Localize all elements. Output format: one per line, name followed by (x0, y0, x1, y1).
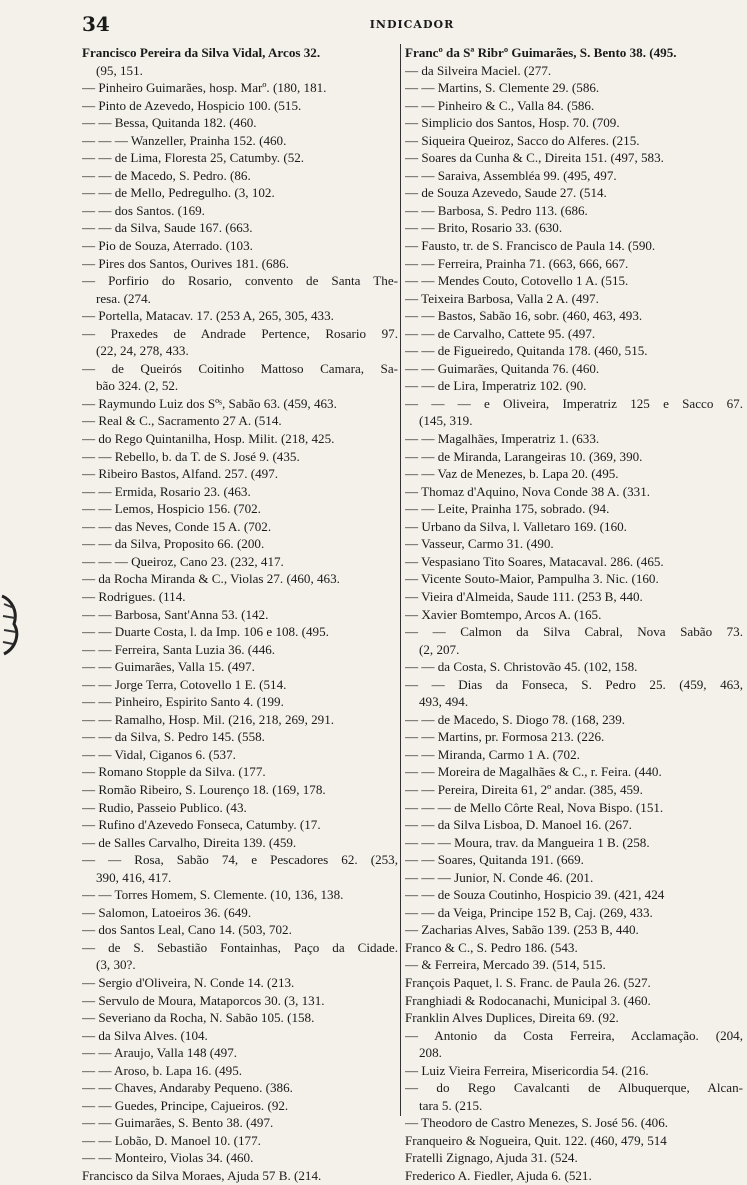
left-column-entry: — — Guimarães, Valla 15. (497. (82, 659, 255, 675)
right-column-entry: — Thomaz d'Aquino, Nova Conde 38 A. (331. (405, 483, 651, 499)
left-column-entry: Francisco da Silva Moraes, Ajuda 57 B. (214. (82, 1168, 322, 1183)
right-column-entry: 208. (419, 1045, 442, 1061)
left-column-entry: — de S. Sebastião Fontainhas, Paço da Cidade. (82, 939, 398, 955)
right-column-entry: Franklin Alves Duplices, Direita 69. (92. (405, 1010, 619, 1026)
right-column-entry: — — Soares, Quitanda 191. (669. (405, 852, 584, 868)
left-column-entry: — — — Wanzeller, Prainha 152. (460. (82, 132, 287, 148)
left-column-entry: — da Rocha Miranda & C., Violas 27. (460, 463. (82, 571, 340, 587)
right-column-entry: — — Saraiva, Assembléa 99. (495, 497. (405, 167, 617, 183)
binding-edge-mark (0, 590, 22, 660)
right-column-entry: — — — Moura, trav. da Mangueira 1 B. (258. (405, 834, 650, 850)
right-column-entry: — Vieira d'Almeida, Saude 111. (253 B, 440. (405, 588, 643, 604)
left-column-entry: — Pinheiro Guimarães, hosp. Marº. (180, 181. (82, 80, 327, 96)
right-column-entry: — Simplicio dos Santos, Hosp. 70. (709. (405, 115, 620, 131)
right-column-entry: — Fausto, tr. de S. Francisco de Paula 14. (590. (405, 238, 656, 254)
left-column-entry: — — Bessa, Quitanda 182. (460. (82, 115, 257, 131)
left-column-entry: — Salomon, Latoeiros 36. (649. (82, 904, 252, 920)
right-column-entry: — Soares da Cunha & C., Direita 151. (497, 583. (405, 150, 664, 166)
left-column-entry: (95, 151. (96, 62, 143, 78)
right-column-entry: — — de Lira, Imperatriz 102. (90. (405, 378, 587, 394)
left-column-entry: — — Chaves, Andaraby Pequeno. (386. (82, 1080, 293, 1096)
left-column-entry: — — Lemos, Hospicio 156. (702. (82, 501, 261, 517)
left-column-entry: — Praxedes de Andrade Pertence, Rosario 97. (82, 325, 398, 341)
right-column-entry: — — — Junior, N. Conde 46. (201. (405, 869, 594, 885)
right-column-entry: — Teixeira Barbosa, Valla 2 A. (497. (405, 290, 599, 306)
right-column-entry: Franco & C., S. Pedro 186. (543. (405, 939, 578, 955)
left-column-entry: — — Ferreira, Santa Luzia 36. (446. (82, 641, 276, 657)
page-header (82, 12, 742, 36)
right-column-entry: — — da Silva Lisboa, D. Manoel 16. (267. (405, 817, 632, 833)
left-column-entry: — dos Santos Leal, Cano 14. (503, 702. (82, 922, 292, 938)
right-column-entry: — — Leite, Prainha 175, sobrado. (94. (405, 501, 610, 517)
right-column-entry: — — da Costa, S. Christovão 45. (102, 158. (405, 659, 638, 675)
right-column-entry: — da Silveira Maciel. (277. (405, 62, 552, 78)
left-column-entry: — — Guedes, Principe, Cajueiros. (92. (82, 1097, 289, 1113)
left-column-entry: (22, 24, 278, 433. (96, 343, 189, 359)
left-column-entry: — Servulo de Moura, Mataporcos 30. (3, 131. (82, 992, 325, 1008)
left-column-entry: (3, 30?. (96, 957, 136, 973)
left-column-entry: — — Vidal, Ciganos 6. (537. (82, 746, 236, 762)
left-column-entry: — Romano Stopple da Silva. (177. (82, 764, 266, 780)
right-column-entry: — de Souza Azevedo, Saude 27. (514. (405, 185, 607, 201)
left-column-entry: — — de Macedo, S. Pedro. (86. (82, 167, 251, 183)
left-column-entry: — de Salles Carvalho, Direita 139. (459. (82, 834, 297, 850)
right-column-entry: — & Ferreira, Mercado 39. (514, 515. (405, 957, 606, 973)
left-column-entry: resa. (274. (96, 290, 151, 306)
right-column-entry: Franghiadi & Rodocanachi, Municipal 3. (460. (405, 992, 651, 1008)
right-column-entry: Franqueiro & Nogueira, Quit. 122. (460, 479, 514 (405, 1132, 667, 1148)
left-column-entry: — Sergio d'Oliveira, N. Conde 14. (213. (82, 974, 295, 990)
left-column-entry: — da Silva Alves. (104. (82, 1027, 208, 1043)
left-column-entry: — — Araujo, Valla 148 (497. (82, 1045, 238, 1061)
left-column-entry: — — Monteiro, Violas 34. (460. (82, 1150, 254, 1166)
right-column-entry: — — da Veiga, Principe 152 B, Caj. (269, 433. (405, 904, 653, 920)
right-column-entry: — Antonio da Costa Ferreira, Acclamação. (204, (405, 1027, 743, 1043)
right-column-entry: — Luiz Vieira Ferreira, Misericordia 54. (216. (405, 1062, 649, 1078)
right-column-entry: — Urbano da Silva, l. Valletaro 169. (160. (405, 518, 627, 534)
right-column-entry: — — Pinheiro & C., Valla 84. (586. (405, 97, 595, 113)
right-column-entry: — — Miranda, Carmo 1 A. (702. (405, 746, 580, 762)
left-column (82, 44, 398, 1185)
left-column-entry: — Rudio, Passeio Publico. (43. (82, 799, 247, 815)
left-column-entry: — — de Lima, Floresta 25, Catumby. (52. (82, 150, 305, 166)
right-column-entry: — — Ferreira, Prainha 71. (663, 666, 667. (405, 255, 629, 271)
left-column-entry: — de Queirós Coitinho Mattoso Camara, Sa- (82, 360, 398, 376)
right-column-entry: — Xavier Bomtempo, Arcos A. (165. (405, 606, 602, 622)
right-column-entry: — — Magalhães, Imperatriz 1. (633. (405, 431, 600, 447)
right-column-entry: — — Barbosa, S. Pedro 113. (686. (405, 202, 588, 218)
left-column-entry: — Raymundo Luiz dos Sºˢ, Sabão 63. (459, 463. (82, 395, 337, 411)
right-column-entry: — Vicente Souto-Maior, Pampulha 3. Nic. (160. (405, 571, 659, 587)
left-column-entry: — — dos Santos. (169. (82, 202, 205, 218)
right-column-entry: — — Mendes Couto, Cotovello 1 A. (515. (405, 273, 629, 289)
left-column-entry: — Porfirio do Rosario, convento de Santa The- (82, 273, 398, 289)
left-column-entry: — — — Queiroz, Cano 23. (232, 417. (82, 553, 284, 569)
right-column-entry: — Vespasiano Tito Soares, Matacaval. 286. (465. (405, 553, 664, 569)
left-column-entry: — — Barbosa, Sant'Anna 53. (142. (82, 606, 269, 622)
right-column-entry: (2, 207. (419, 641, 460, 657)
left-column-entry: — Ribeiro Bastos, Alfand. 257. (497. (82, 466, 279, 482)
right-column-entry: — Siqueira Queiroz, Sacco do Alferes. (215. (405, 132, 640, 148)
right-column-entry: — — Martins, pr. Formosa 213. (226. (405, 729, 605, 745)
right-column-entry: — Vasseur, Carmo 31. (490. (405, 536, 554, 552)
right-column-entry: — — Brito, Rosario 33. (630. (405, 220, 563, 236)
right-column-entry: — — Vaz de Menezes, b. Lapa 20. (495. (405, 466, 619, 482)
left-column-entry: — — Pinheiro, Espirito Santo 4. (199. (82, 694, 284, 710)
right-column-entry: Frederico A. Fiedler, Ajuda 6. (521. (405, 1168, 592, 1183)
left-column-entry: — Real & C., Sacramento 27 A. (514. (82, 413, 282, 429)
right-column-entry: — — Bastos, Sabão 16, sobr. (460, 463, 493. (405, 308, 643, 324)
running-title: INDICADOR (369, 18, 455, 31)
right-column-entry: — — de Carvalho, Cattete 95. (497. (405, 325, 596, 341)
right-column-entry: — do Rego Cavalcanti de Albuquerque, Alcan- (405, 1080, 743, 1096)
left-column-entry: — — Rosa, Sabão 74, e Pescadores 62. (253, (82, 852, 398, 868)
left-column-entry: — — Aroso, b. Lapa 16. (495. (82, 1062, 243, 1078)
left-column-entry: — — Torres Homem, S. Clemente. (10, 136, 138. (82, 887, 344, 903)
right-column-entry: — — Martins, S. Clemente 29. (586. (405, 80, 600, 96)
right-column-entry: Francº da Sª Ribrº Guimarães, S. Bento 38. (495. (405, 45, 677, 60)
left-column-entry: — — da Silva, Saude 167. (663. (82, 220, 253, 236)
left-column-entry: — — Duarte Costa, l. da Imp. 106 e 108. (495. (82, 624, 329, 640)
left-column-entry: — — Lobão, D. Manoel 10. (177. (82, 1132, 261, 1148)
left-column-entry: — Rufino d'Azevedo Fonseca, Catumby. (17. (82, 817, 321, 833)
left-column-entry: — — Rebello, b. da T. de S. José 9. (435. (82, 448, 300, 464)
right-column-entry: — — Moreira de Magalhães & C., r. Feira. (440. (405, 764, 662, 780)
right-column-entry: (145, 319. (419, 413, 473, 429)
right-column-entry: — — Pereira, Direita 61, 2º andar. (385, 459. (405, 781, 643, 797)
right-column-entry: — — de Macedo, S. Diogo 78. (168, 239. (405, 711, 626, 727)
right-column-entry: — — — e Oliveira, Imperatriz 125 e Sacco 67. (405, 395, 743, 411)
right-column-entry: — — Calmon da Silva Cabral, Nova Sabão 73. (405, 624, 743, 640)
right-column-entry: — — de Figueiredo, Quitanda 178. (460, 515. (405, 343, 648, 359)
left-column-entry: 390, 416, 417. (96, 869, 172, 885)
left-column-entry: — Portella, Matacav. 17. (253 A, 265, 305, 433. (82, 308, 334, 324)
column-divider (400, 44, 401, 1116)
left-column-entry: — — de Mello, Pedregulho. (3, 102. (82, 185, 275, 201)
left-column-entry: — Romão Ribeiro, S. Lourenço 18. (169, 178. (82, 781, 326, 797)
right-column-entry: — — Dias da Fonseca, S. Pedro 25. (459, 463, (405, 676, 743, 692)
page-number: 34 (82, 12, 110, 36)
left-column-entry: — Severiano da Rocha, N. Sabão 105. (158. (82, 1010, 315, 1026)
right-column-entry: — — de Souza Coutinho, Hospicio 39. (421, 424 (405, 887, 665, 903)
right-column-entry: Fratelli Zignago, Ajuda 31. (524. (405, 1150, 578, 1166)
left-column-entry: — — da Silva, S. Pedro 145. (558. (82, 729, 265, 745)
left-column-entry: — do Rego Quintanilha, Hosp. Milit. (218, 425. (82, 431, 335, 447)
left-column-entry: — Pio de Souza, Aterrado. (103. (82, 238, 253, 254)
left-column-entry: — — Ramalho, Hosp. Mil. (216, 218, 269, 291. (82, 711, 335, 727)
left-column-entry: — — das Neves, Conde 15 A. (702. (82, 518, 272, 534)
right-column-entry: — Theodoro de Castro Menezes, S. José 56. (406. (405, 1115, 669, 1131)
left-column-entry: — Pinto de Azevedo, Hospicio 100. (515. (82, 97, 302, 113)
left-column-entry: — Rodrigues. (114. (82, 588, 186, 604)
left-column-entry: — — Ermida, Rosario 23. (463. (82, 483, 251, 499)
left-column-entry: — — Guimarães, S. Bento 38. (497. (82, 1115, 274, 1131)
right-column-entry: tara 5. (215. (419, 1097, 483, 1113)
right-column-entry: — — Guimarães, Quitanda 76. (460. (405, 360, 600, 376)
left-column-entry: bão 324. (2, 52. (96, 378, 179, 394)
right-column (405, 44, 743, 1185)
right-column-entry: — — — de Mello Côrte Real, Nova Bispo. (151. (405, 799, 664, 815)
right-column-entry: — Zacharias Alves, Sabão 139. (253 B, 440. (405, 922, 639, 938)
left-column-entry: — — Jorge Terra, Cotovello 1 E. (514. (82, 676, 287, 692)
left-column-entry: — — da Silva, Proposito 66. (200. (82, 536, 265, 552)
right-column-entry: François Paquet, l. S. Franc. de Paula 26. (527. (405, 974, 651, 990)
left-column-entry: Francisco Pereira da Silva Vidal, Arcos 32. (82, 45, 321, 60)
right-column-entry: — — de Miranda, Larangeiras 10. (369, 390. (405, 448, 643, 464)
right-column-entry: 493, 494. (419, 694, 469, 710)
left-column-entry: — Pires dos Santos, Ourives 181. (686. (82, 255, 289, 271)
